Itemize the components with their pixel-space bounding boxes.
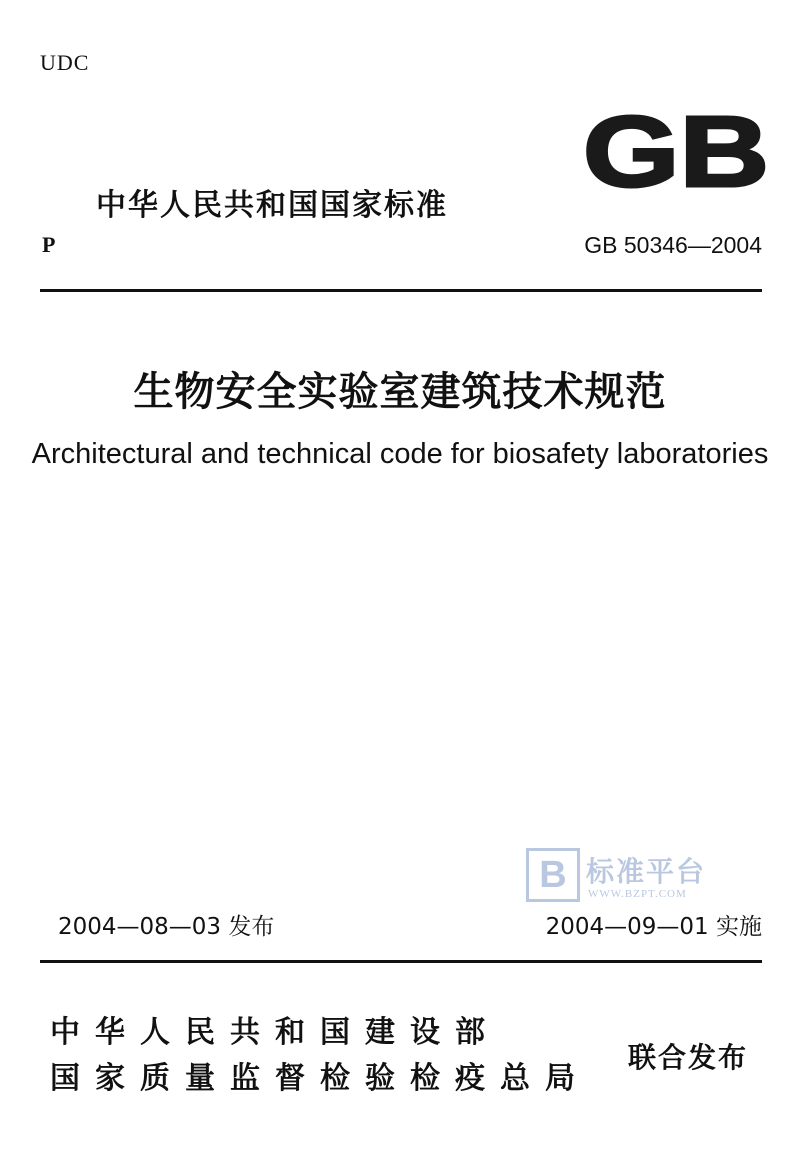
gb-logo-text: GB	[583, 100, 769, 196]
implementation-date: 2004—09—01 实施	[545, 914, 762, 940]
watermark	[526, 848, 726, 908]
standard-category: 中华人民共和国国家标准	[96, 188, 448, 223]
udc-label: UDC	[40, 50, 90, 75]
joint-issue-label: 联合发布	[628, 1041, 749, 1074]
issue-date: 2004—08—03 发布	[58, 914, 275, 940]
issuer-aqsiq: 国家质量监督检验检疫总局	[50, 1061, 590, 1096]
standard-number: GB 50346—2004	[584, 232, 762, 258]
watermark-logo-icon: B	[526, 848, 580, 902]
watermark-name: 标准平台	[586, 855, 707, 888]
issuing-authorities	[50, 1010, 590, 1102]
document-title-chinese: 生物安全实验室建筑技术规范	[133, 368, 667, 415]
issuer-ministry: 中华人民共和国建设部	[50, 1015, 500, 1050]
top-divider	[40, 289, 762, 292]
watermark-url: WWW.BZPT.COM	[588, 888, 687, 900]
document-title-english: Architectural and technical code for biosafety laboratories	[31, 438, 769, 470]
bottom-divider	[40, 960, 762, 963]
gb-logo	[580, 100, 772, 196]
classification-code: P	[42, 232, 56, 257]
